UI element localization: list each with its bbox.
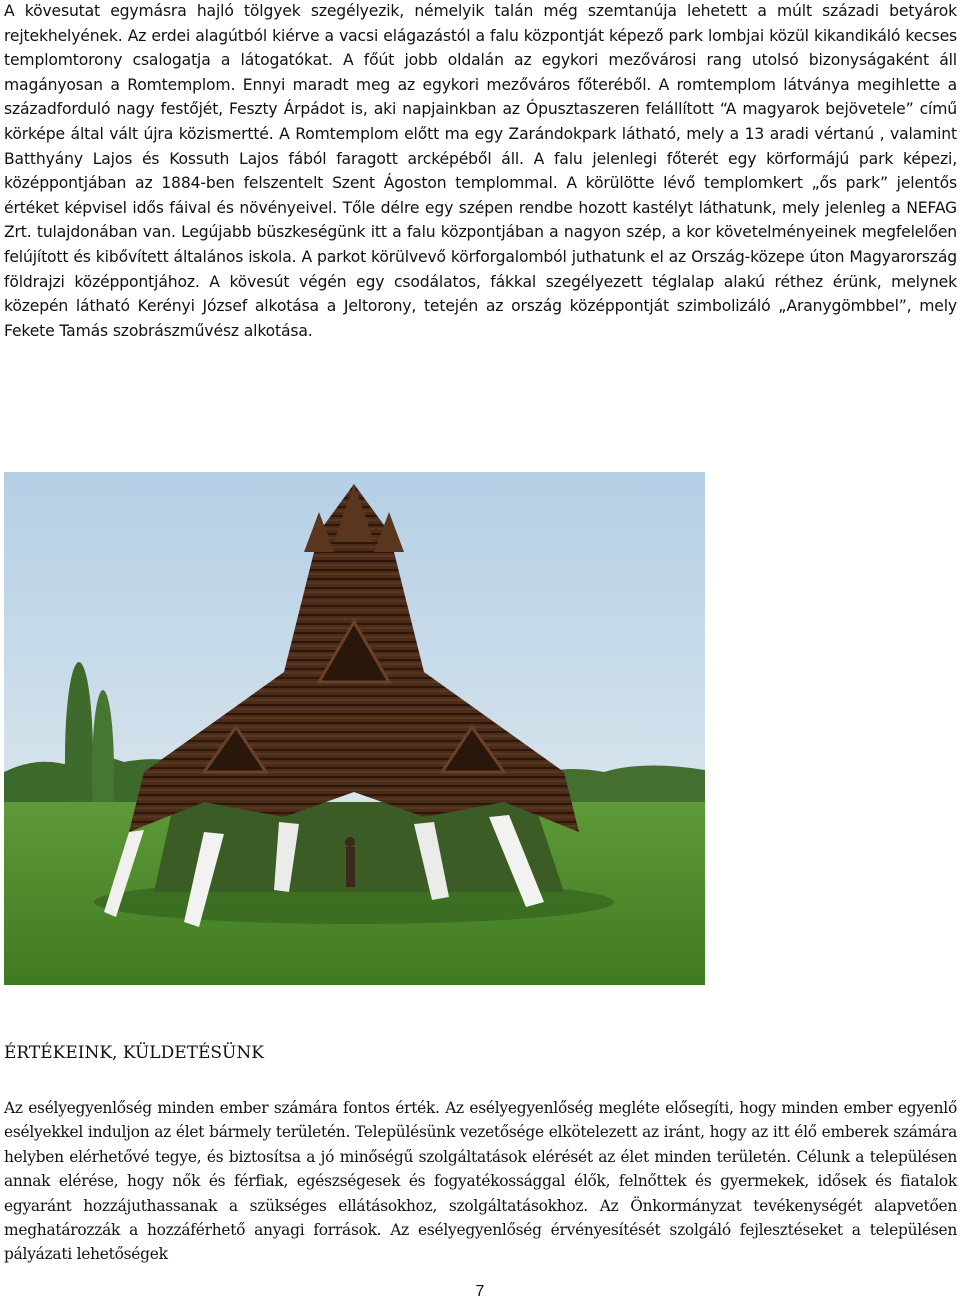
intro-paragraph: A kövesutat egymásra hajló tölgyek szegélyezik, némelyik talán még szemtanúja lehetett a múlt századi betyárok rejtekhelyének. Az erdei alagútból kiérve a vacsi elágazástól a falu központját képező park lombjai közül kikandikáló kecses templomtorony csalogatja a látogatókat. A főút jobb oldalán az egykori mezővárosi rang utolsó bizonyságaként áll magányosan a Romtemplom. Ennyi maradt meg az egykori mezőváros főteréből. A romtemplom látványa megihlette a századforduló nagy festőjét, Feszty Árpádot is, aki napjainkban az Ópusztaszeren felállított “A magyarok bejövetele” című körképe által vált újra közismertté. A Romtemplom előtt ma egy Zarándokpark látható, mely a 13 aradi vértanú , valamint Batthyány Lajos és Kossuth Lajos fából faragott arcképéből áll. A falu jelenlegi főterét egy körformájú park képezi, középpontjában az 1884-ben felszentelt Szent Ágoston templommal. A körülötte lévő templomkert „ős park” jelentős értéket képvisel idős fáival és növényeivel. Tőle délre egy szépen rendbe hozott kastélyt láthatunk, mely jelenleg a NEFAG Zrt. tulajdonában van. Legújabb büszkeségünk itt a falu központjában a nagyon szép, a kor követelményeinek megfelelően felújított és kibővített általános iskola. A parkot körülvevő körforgalomból juthatunk el az Ország-közepe úton Magyarország földrajzi középpontjához. A kövesút végén egy csodálatos, fákkal szegélyezett téglalap alakú réthez érünk, melynek közepén látható Kerényi József alkotása a Jeltorony, tetején az ország középpontját szimbolizáló „Aranygömbbel”, mely Fekete Tamás szobrászművész alkotása.	[4, 2, 957, 340]
person	[346, 847, 355, 887]
jeltorony-photo	[4, 472, 705, 985]
page-number: 7	[475, 1283, 485, 1300]
section-heading: ÉRTÉKEINK, KÜLDETÉSÜNK	[4, 1043, 264, 1063]
values-paragraph: Az esélyegyenlőség minden ember számára fontos érték. Az esélyegyenlőség megléte elősegíti, hogy minden ember egyenlő esélyekkel induljon az élet bármely területén. Településünk vezetősége elkötelezett az iránt, hogy az itt élő emberek számára helyben elérhetővé tegye, és biztosítsa a jó minőségű szolgáltatások elérését az élet minden területén. Célunk a településen annak elérése, hogy nők és férfiak, egészségesek és fogyatékossággal élők, felnőttek és gyermekek, idősek és fiatalok egyaránt hozzájuthassanak a szükséges ellátásokhoz, szolgáltatásokhoz. Az Önkormányzat tevékenységét alapvetően meghatározzák a hozzáférhető anyagi források. Az esélyegyenlőség érvényesítését szolgáló fejlesztéseket a településen pályázati lehetőségek	[4, 1099, 957, 1264]
